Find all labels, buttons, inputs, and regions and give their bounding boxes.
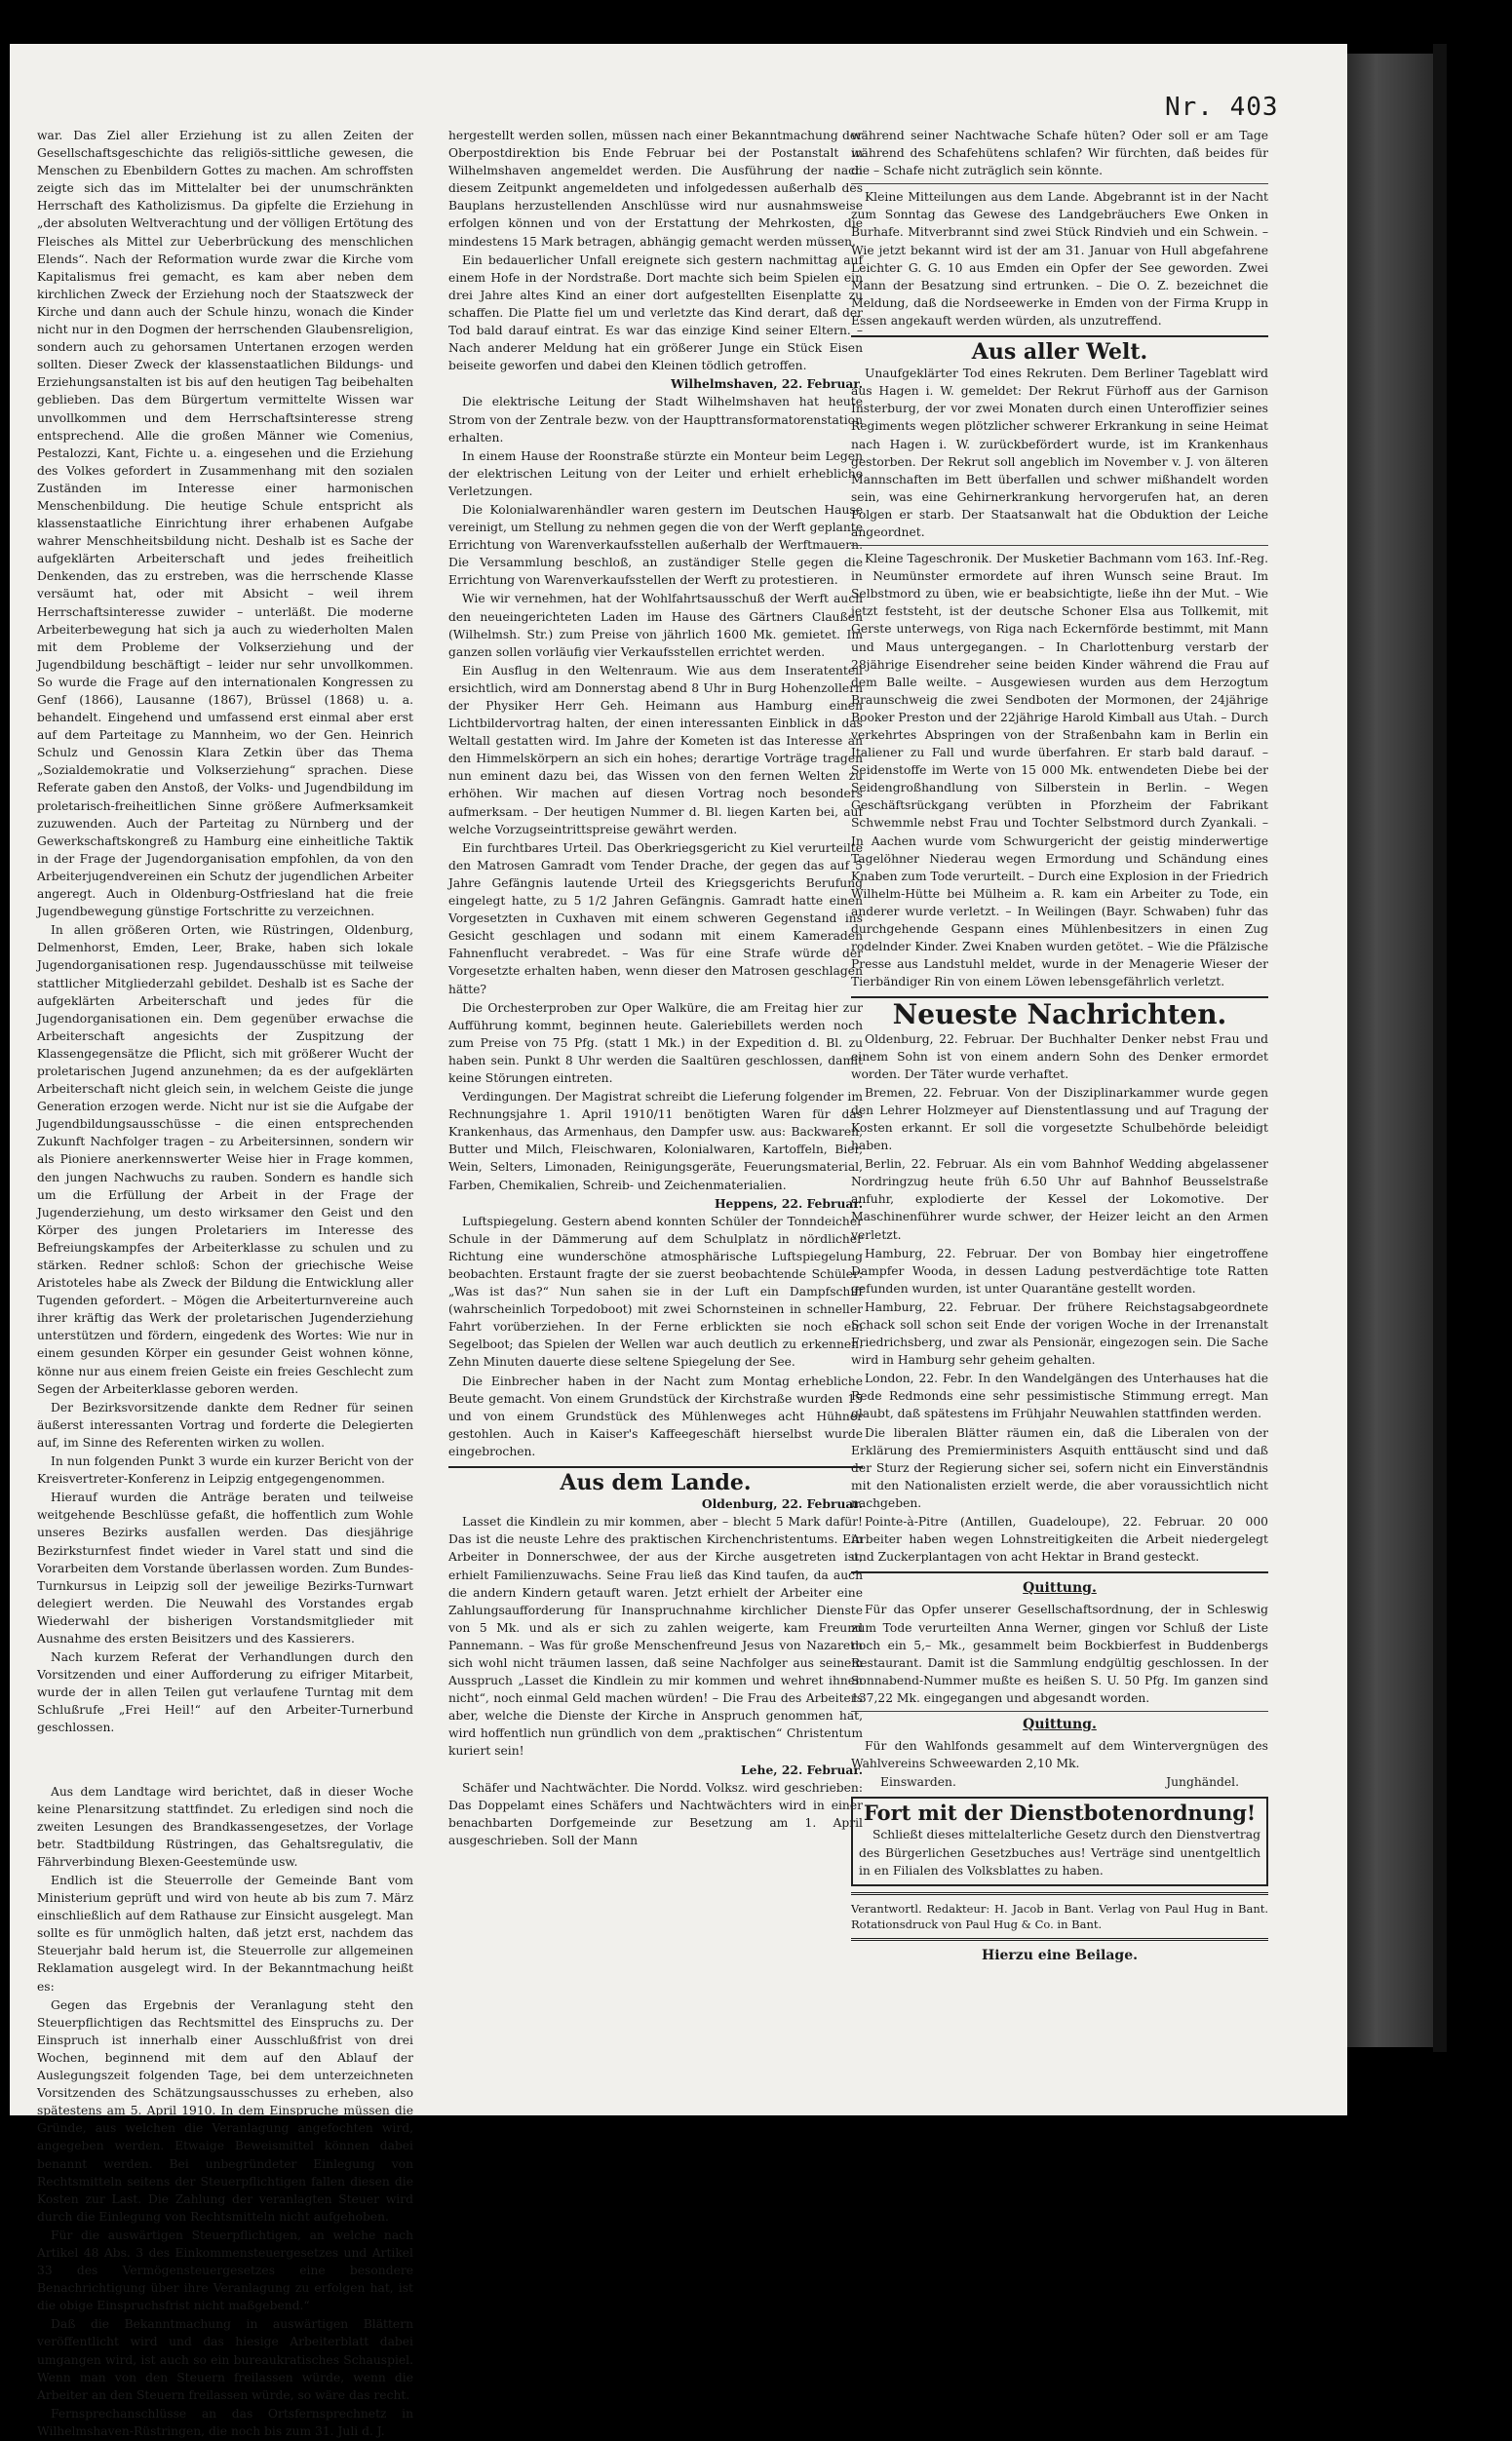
- quittung-heading: Quittung.: [1023, 1580, 1097, 1597]
- supplement-note: Hierzu eine Beilage.: [981, 1947, 1139, 1963]
- paragraph: Berlin, 22. Februar. Als ein vom Bahnhof Wedding abgelassener Nordringzug heute früh 6.50 Uhr auf Bahnhof Beusselstraße anfuhr, explodierte der Kessel der Lokomotive. Der Maschinenführer wurde schwer, der Heizer leicht an den Armen verletzt.: [851, 1157, 1268, 1242]
- quittung-heading: Quittung.: [1023, 1716, 1097, 1732]
- paragraph: Aus dem Landtage wird berichtet, daß in dieser Woche keine Plenarsitzung stattfindet. Zu erledigen sind noch die zweiten Lesungen des Brandkassengesetzes, der Vorlage betr. Stadtbildung Rüstringen, das Gehaltsregulativ, die Fährverbindung Blexen-Geestemünde usw.: [37, 1784, 413, 1869]
- signature-name: Junghändel.: [1166, 1775, 1239, 1790]
- paragraph: Nach kurzem Referat der Verhandlungen durch den Vorsitzenden und einer Aufforderung zu eifriger Mitarbeit, wurde der in allen Teilen gut verlaufene Turntag mit dem Schlußrufe „Frei Heil!“ auf den Arbeiter-Turnerbund geschlossen.: [37, 1650, 413, 1735]
- dateline: Heppens, 22. Februar.: [714, 1195, 863, 1211]
- section-heading: Neueste Nachrichten.: [892, 998, 1227, 1031]
- paragraph: In allen größeren Orten, wie Rüstringen, Oldenburg, Delmenhorst, Emden, Leer, Brake, haben sich lokale Jugendorganisationen resp. Jugendausschüsse mit teilweise stattlicher Mitgliederzahl gebildet. Deshalb ist es Sache der aufgeklärten Arbeiterschaft und jedes für die Jugendorganisationen ein. Dem gegenüber erwachse die Arbeiterschaft angesichts der Zuspitzung der Klassengegensätze die Pflicht, sich mit größerer Wucht der proletarischen Jugend anzunehmen; da es der aufgeklärten Arbeiterschaft nicht gleich sein, in welchem Geiste die junge Generation erzogen werde. Nicht nur ist sie die Aufgabe der Jugendbildungsausschüsse – die einen entsprechenden Zukunft Nachfolger tragen – zu Arbeitersinnen, sondern wir als Pioniere anerkennswerter Weise hier in Frage kommen, den jungen Nachwuchs zu rauben. Sondern es handle sich um die Erfüllung der Arbeit in der Frage der Jugenderziehung, um desto wirksamer den Geist und den Körper des jungen Proletariers im Interesse des Befreiungskampfes der Arbeiterklasse zu schulen und zu stärken. Redner schloß: Schon der griechische Weise Aristoteles habe als Zweck der Bildung die Entwicklung aller Tugenden gefordert. – Mögen die Arbeiterturnvereine auch ihrer kräftig das Werk der proletarischen Jugenderziehung unterstützen und fördern, eingedenk des Wortes: Wie nur in einem gesunden Körper ein gesunder Geist wohnen könne, könne nur aus einem freien Geiste ein freies Geschlecht zum Segen der Arbeiterklasse geboren werden.: [37, 923, 413, 1396]
- divider: [851, 545, 1268, 546]
- paragraph: Bremen, 22. Februar. Von der Disziplinarkammer wurde gegen den Lehrer Holzmeyer auf Dienstentlassung und auf Tragung der Kosten erkannt. Er soll die vorgesetzte Schulbehörde beleidigt haben.: [851, 1085, 1268, 1153]
- paragraph: Die Kolonialwarenhändler waren gestern im Deutschen Hause vereinigt, um Stellung zu nehmen gegen die von der Werft geplante Errichtung von Warenverkaufsstellen außerhalb der Werftmauern. Die Versammlung beschloß, an zuständiger Stelle gegen die Errichtung von Warenverkaufsstellen der Werft zu protestieren.: [448, 502, 863, 588]
- paragraph: Endlich ist die Steuerrolle der Gemeinde Bant vom Ministerium geprüft und wird von heute ab bis zum 7. März einschließlich auf dem Rathause zur Einsicht ausgelegt. Man sollte es für unmöglich halten, daß jetzt erst, nachdem das Steuerjahr bald herum ist, die Steuerrolle zur allgemeinen Reklamation ausgelegt wird. In der Bekanntmachung heißt es:: [37, 1874, 413, 1994]
- paragraph: Kleine Mitteilungen aus dem Lande. Abgebrannt ist in der Nacht zum Sonntag das Gewese des Landgebräuchers Ewe Onken in Burhafe. Mitverbrannt sind zwei Stück Rindvieh und ein Schwein. – Wie jetzt bekannt wird ist der am 31. Januar von Hull abgefahrene Leichter G. G. 10 aus Emden ein Opfer der See geworden. Zwei Mann der Besatzung sind ertrunken. – Die O. Z. bezeichnet die Meldung, daß die Nordseewerke in Emden von der Firma Krupp in Essen angekauft werden würden, als unzutreffend.: [851, 190, 1268, 328]
- paragraph: Hierauf wurden die Anträge beraten und teilweise weitgehende Beschlüsse gefaßt, die hoffentlich zum Wohle unseres Bezirks ausfallen werden. Das diesjährige Bezirksturnfest findet wieder in Varel statt und sind die Vorarbeiten dem Vorstande überlassen worden. Zum Bundes-Turnkursus in Leipzig soll der jeweilige Bezirks-Turnwart delegiert werden. Die Neuwahl des Vorstandes ergab Wiederwahl der bisherigen Vorstandsmitglieder mit Ausnahme des ersten Beisitzers und des Kassierers.: [37, 1491, 413, 1646]
- divider: [851, 1938, 1268, 1941]
- notice-heading: Fort mit der Dienstbotenordnung!: [863, 1801, 1257, 1826]
- paragraph: Die liberalen Blätter räumen ein, daß die Liberalen von der Erklärung des Premierministers Asquith enttäuscht sind und daß der Sturz der Regierung sicher sei, sofern nicht ein Einverständnis mit den Nationalisten erzielt werde, die aber voraussichtlich nicht nachgeben.: [851, 1425, 1268, 1510]
- paragraph: Verdingungen. Der Magistrat schreibt die Lieferung folgender im Rechnungsjahre 1. April 1910/11 benötigten Waren für das Krankenhaus, das Armenhaus, den Dampfer usw. aus: Backwaren, Butter und Milch, Fleischwaren, Kolonialwaren, Kartoffeln, Bier, Wein, Selters, Limonaden, Reinigungsgeräte, Feuerungsmaterial, Farben, Chemikalien, Schreib- und Zeichenmaterialien.: [448, 1090, 863, 1192]
- notice-box: [851, 1797, 1268, 1885]
- paragraph: Unaufgeklärter Tod eines Rekruten. Dem Berliner Tageblatt wird aus Hagen i. W. gemeldet: Der Rekrut Fürhoff aus der Garnison Insterburg, der vor zwei Monaten durch einen Unteroffizier seines Regiments wegen plötzlicher schwerer Erkrankung in seine Heimat nach Hagen i. W. zurückbefördert wurde, ist im Krankenhaus gestorben. Der Rekrut soll angeblich im November v. J. von älteren Mannschaften im Bett überfallen und schwer mißhandelt worden sein, was eine Gehirnerkrankung hervorgerufen hat, an deren Folgen er starb. Der Staatsanwalt hat die Obduktion der Leiche angeordnet.: [851, 367, 1268, 539]
- paragraph: Für die auswärtigen Steuerpflichtigen, an welche nach Artikel 48 Abs. 3 des Einkommensteuergesetzes und Artikel 33 des Vermögensteuergesetzes eine besondere Benachrichtigung über ihre Veranlagung zu erfolgen hat, ist die obige Einspruchsfrist nicht maßgebend.“: [37, 2228, 413, 2313]
- column-1: [37, 127, 413, 2441]
- column-2: [448, 127, 863, 1850]
- paragraph: Luftspiegelung. Gestern abend konnten Schüler der Tonndeicher Schule in der Dämmerung auf dem Schulplatz in nördlicher Richtung eine wunderschöne atmosphärische Luftspiegelung beobachten. Erstaunt fragte der sie zuerst beobachtende Schüler: „Was ist das?“ Nun sahen sie in der Luft ein Dampfschiff (wahrscheinlich Torpedoboot) mit zwei Schornsteinen in schneller Fahrt vorüberziehen. In der Ferne erblickten sie noch ein Segelboot; das Spielen der Wellen war auch deutlich zu erkennen. Zehn Minuten dauerte diese seltene Spiegelung der See.: [448, 1214, 863, 1370]
- paragraph: Wie wir vernehmen, hat der Wohlfahrtsausschuß der Werft auch den neueingerichteten Laden im Hause des Gärtners Claußen (Wilhelmsh. Str.) zum Preise von jährlich 1600 Mk. gemietet. Im ganzen sollen vorläufig vier Verkaufsstellen errichtet werden.: [448, 592, 863, 659]
- section-heading: Aus dem Lande.: [560, 1470, 752, 1496]
- signature-line: [851, 1773, 1268, 1791]
- binding-edge: [1433, 44, 1447, 2052]
- paragraph: Ein Ausflug in den Weltenraum. Wie aus dem Inseratenteil ersichtlich, wird am Donnerstag abend 8 Uhr in Burg Hohenzollern der Physiker Herr Geh. Heimann aus Hamburg einen Lichtbildervortrag halten, der einen interessanten Einblick in das Weltall gestatten wird. Im Jahre der Kometen ist das Interesse an den Himmelskörpern an sich ein hohes; derartige Vorträge tragen nun eminent dazu bei, das Wissen von den fernen Welten zu erhöhen. Wir machen auf diesen Vortrag noch besonders aufmerksam. – Der heutigen Nummer d. Bl. liegen Karten bei, auf welche Vorzugseintrittspreise gewährt werden.: [448, 663, 863, 836]
- paragraph: Oldenburg, 22. Februar. Der Buchhalter Denker nebst Frau und einem Sohn ist von einem andern Sohn des Denker ermordet worden. Der Täter wurde verhaftet.: [851, 1031, 1268, 1081]
- paragraph: Die elektrische Leitung der Stadt Wilhelmshaven hat heute Strom von der Zentrale bezw. von der Haupttransformatorenstation erhalten.: [448, 395, 863, 445]
- paragraph: Ein furchtbares Urteil. Das Oberkriegsgericht zu Kiel verurteilte den Matrosen Gamradt vom Tender Drache, der gegen das auf 5 Jahre Gefängnis lautende Urteil des Kriegsgerichts Berufung eingelegt hatte, zu 5 1/2 Jahren Gefängnis. Gamradt hatte einen Vorgesetzten in Cuxhaven mit einem schweren Gegenstand ins Gesicht geschlagen und sodann mit einem Kameraden Fahnenflucht verabredet. – Was für eine Strafe würde der Vorgesetzte erhalten haben, wenn dieser den Matrosen geschlagen hätte?: [448, 840, 863, 996]
- divider: [851, 1571, 1268, 1573]
- paragraph: In nun folgenden Punkt 3 wurde ein kurzer Bericht von der Kreisvertreter-Konferenz in Leipzig entgegengenommen.: [37, 1454, 413, 1487]
- column-3: [851, 127, 1268, 1964]
- divider: [851, 183, 1268, 184]
- divider: [851, 335, 1268, 337]
- paragraph: Der Bezirksvorsitzende dankte dem Redner für seinen äußerst interessanten Vortrag und forderte die Delegierten auf, im Sinne des Referenten wirken zu wollen.: [37, 1400, 413, 1450]
- paragraph: In einem Hause der Roonstraße stürzte ein Monteur beim Legen der elektrischen Leitung von der Leiter und erhielt erhebliche Verletzungen.: [448, 448, 863, 498]
- section-heading: Aus aller Welt.: [971, 339, 1148, 366]
- paragraph: hergestellt werden sollen, müssen nach einer Bekanntmachung der Oberpostdirektion bis Ende Februar bei der Postanstalt in Wilhelmshaven angemeldet werden. Die Ausführung der nach diesem Zeitpunkt angemeldeten und infolgedessen außerhalb des Bauplans herzustellenden Anschlüsse wird nur ausnahmsweise erfolgen können und von der Erstattung der Mehrkosten, die mindestens 15 Mark betragen, abhängig gemacht werden müssen.: [448, 129, 863, 249]
- paragraph: Die Orchesterproben zur Oper Walküre, die am Freitag hier zur Aufführung kommt, beginnen heute. Galeriebillets werden noch zum Preise von 75 Pfg. (statt 1 Mk.) in der Expedition d. Bl. zu haben sein. Punkt 8 Uhr werden die Saaltüren geschlossen, damit keine Störungen eintreten.: [448, 1000, 863, 1085]
- paragraph: während seiner Nachtwache Schafe hüten? Oder soll er am Tage während des Schafehütens schlafen? Wir fürchten, daß beides für die – Schafe nicht zuträglich sein könnte.: [851, 129, 1268, 178]
- spacer: [37, 1738, 413, 1783]
- paragraph: Hamburg, 22. Februar. Der von Bombay hier eingetroffene Dampfer Wooda, in dessen Ladung pestverdächtige tote Ratten gefunden wurden, ist unter Quarantäne gestellt worden.: [851, 1246, 1268, 1296]
- divider: [851, 1892, 1268, 1895]
- paragraph: Ein bedauerlicher Unfall ereignete sich gestern nachmittag auf einem Hofe in der Nordstraße. Dort machte sich beim Spielen ein drei Jahre altes Kind an einer dort aufgestellten Eisenplatte zu schaffen. Die Platte fiel um und verletzte das Kind derart, daß der Tod bald darauf eintrat. Es war das einzige Kind seiner Eltern. – Nach anderer Meldung hat ein größerer Junge ein Stück Eisen beiseite geworfen und dabei den Kleinen tödlich getroffen.: [448, 252, 863, 373]
- book-binding: [1347, 54, 1444, 2047]
- divider: [448, 1466, 863, 1468]
- paragraph: Pointe-à-Pitre (Antillen, Guadeloupe), 22. Februar. 20 000 Arbeiter haben wegen Lohnstreitigkeiten die Arbeit niedergelegt und Zuckerplantagen von acht Hektar in Brand gesteckt.: [851, 1515, 1268, 1565]
- imprint: Verantwortl. Redakteur: H. Jacob in Bant. Verlag von Paul Hug in Bant. Rotationsdruck von Paul Hug & Co. in Bant.: [851, 1901, 1268, 1931]
- signature-place: Einswarden.: [880, 1775, 956, 1790]
- dateline: Oldenburg, 22. Februar.: [701, 1496, 863, 1512]
- paragraph: Kleine Tageschronik. Der Musketier Bachmann vom 163. Inf.-Reg. in Neumünster ermordete auf ihren Wunsch seine Braut. Im Selbstmord zu üben, wie er beabsichtigte, ließe ihn der Mut. – Wie jetzt feststeht, ist der deutsche Schoner Elsa aus Tollkemit, mit Gerste unterwegs, von Riga nach Eckernförde bestimmt, mit Mann und Maus untergegangen. – In Charlottenburg verstarb der 28jährige Eisendreher seine beiden Kinder während die Frau auf dem Balle weilte. – Ausgewiesen wurden aus dem Herzogtum Braunschweig die zwei Sendboten der Mormonen, der 24jährige Booker Preston und der 22jährige Harold Kimball aus Utah. – Durch verkehrtes Abspringen von der Straßenbahn kam in Berlin ein Italiener zu Fall und wurde überfahren. Er starb bald darauf. – Seidenstoffe im Werte von 15 000 Mk. entwendeten Diebe bei der Seidengroßhandlung von Silberstein in Berlin. – Wegen Geschäftsrückgang verübten in Pforzheim der Fabrikant Schwemmle nebst Frau und Tochter Selbstmord durch Zyankali. – In Aachen wurde vom Schwurgericht der geistig minderwertige Tagelöhner Niederau wegen Ermordung und Schändung eines Knaben zum Tode verurteilt. – Durch eine Explosion in der Friedrich Wilhelm-Hütte bei Mülheim a. R. kam ein Arbeiter zu Tode, ein anderer wurde verletzt. – In Weilingen (Bayr. Schwaben) fuhr das durchgehende Gespann eines Mühlenbesitzers in einen Zug rodelnder Kinder. Zwei Knaben wurden getötet. – Wie die Pfälzische Presse aus Landstuhl meldet, wurde in der Menagerie Wieser der Tierbändiger Rin von einem Löwen lebensgefährlich verletzt.: [851, 552, 1268, 989]
- paragraph: war. Das Ziel aller Erziehung ist zu allen Zeiten der Gesellschaftsgeschichte das religiös-sittliche gewesen, die Menschen zu Ebenbildern Gottes zu machen. Am schroffsten zeigte sich das im Mittelalter bei der unumschränkten Herrschaft des Katholizismus. Da gipfelte die Erziehung in „der absoluten Weltverachtung und der völligen Ertötung des Fleisches als Mittel zur Ueberbrückung des menschlichen Elends“. Nach der Reformation wurde zwar die Kirche vom Kapitalismus frei gemacht, es kam aber neben dem kirchlichen Zweck der Erziehung noch der Staatszweck der Kirche und dann auch der Schule hinzu, wonach die Kinder nicht nur in den Dogmen der herrschenden Glaubensreligion, sondern auch zu gehorsamen Untertanen erzogen werden sollten. Dieser Zweck der klassenstaatlichen Bildungs- und Erziehungsanstalten ist bis auf den heutigen Tag beibehalten geblieben. Das dem Bürgertum vermittelte Wissen war unvollkommen und dem Herrschaftsinteresse streng entsprechend. Alle die großen Männer wie Comenius, Pestalozzi, Kant, Fichte u. a. eingesehen und die Erziehung des Volkes gefordert in Zusammenhang mit den sozialen Zuständen im Interesse einer harmonischen Menschenbildung. Die heutige Schule entspricht als klassenstaatliche Einrichtung ihrer erhabenen Aufgabe wahrer Menschheitsbildung nicht. Deshalb ist es Sache der aufgeklärten Arbeiterschaft und jedes freiheitlich Denkenden, das zu erstreben, was die herrschende Klasse versäumt hat, oder mit Absicht – weil ihrem Herrschaftsinteresse zuwider – unterläßt. Die moderne Arbeiterbewegung hat sich ja auch zu wiederholten Malen mit dem Probleme der Volkserziehung und der Jugendbildung beschäftigt – leider nur sehr unvollkommen. So wurde die Frage auf den internationalen Kongressen zu Genf (1866), Lausanne (1867), Brüssel (1868) u. a. behandelt. Eingehend und umfassend erst einmal aber erst auf dem Parteitage zu Mannheim, wo der Gen. Heinrich Schulz und Genossin Klara Zetkin über das Thema „Sozialdemokratie und Volkserziehung“ sprachen. Diese Referate gaben den Anstoß, der Volks- und Jugendbildung im proletarisch-freiheitlichen Sinne größere Aufmerksamkeit zuzuwenden. Auch der Parteitag zu Nürnberg und der Gewerkschaftskongreß zu Hamburg eine einheitliche Taktik in der Frage der Jugendorganisation empfohlen, da von den Arbeiterjugendvereinen ein Schutz der jugendlichen Arbeiter angeregt. Auch in Oldenburg-Ostfriesland hat die freie Jugendbewegung günstige Fortschritte zu verzeichnen.: [37, 129, 413, 919]
- paragraph: Für den Wahlfonds gesammelt auf dem Wintervergnügen des Wahlvereins Schweewarden 2,10 Mk.: [851, 1739, 1268, 1771]
- divider: [851, 1711, 1268, 1712]
- paragraph: Für das Opfer unserer Gesellschaftsordnung, der in Schleswig zum Tode verurteilten Anna Werner, gingen vor Schluß der Liste noch ein 5,– Mk., gesammelt beim Bockbierfest in Buddenbergs Restaurant. Damit ist die Sammlung endgültig geschlossen. In der Sonnabend-Nummer mußte es heißen S. U. 50 Pfg. Im ganzen sind 137,22 Mk. eingegangen und abgesandt worden.: [851, 1603, 1268, 1705]
- notice-text: Schließt dieses mittelalterliche Gesetz durch den Dienstvertrag des Bürgerlichen Gesetzbuches aus! Verträge sind unentgeltlich in en Filialen des Volksblattes zu haben.: [859, 1828, 1260, 1878]
- paragraph: Daß die Bekanntmachung in auswärtigen Blättern veröffentlicht wird und das hiesige Arbeiterblatt dabei umgangen wird, ist auch so ein bureaukratisches Schauspiel. Wenn man von den Steuern freilassen würde, wenn die Arbeiter an den Steuern freilassen würde, so wäre das recht.: [37, 2317, 413, 2402]
- paragraph: Hamburg, 22. Februar. Der frühere Reichstagsabgeordnete Schack soll schon seit Ende der vorigen Woche in der Irrenanstalt Friedrichsberg, und zwar als Pensionär, eingezogen sein. Die Sache wird in Hamburg sehr geheim gehalten.: [851, 1299, 1268, 1368]
- dateline: Lehe, 22. Februar.: [741, 1762, 863, 1777]
- paragraph: Schäfer und Nachtwächter. Die Nordd. Volksz. wird geschrieben: Das Doppelamt eines Schäfers und Nachtwächters wird in einer benachbarten Dorfgemeinde zur Besetzung am 1. April ausgeschrieben. Soll der Mann: [448, 1780, 863, 1847]
- page-number: Nr. 403: [1165, 93, 1279, 122]
- paragraph: Gegen das Ergebnis der Veranlagung steht den Steuerpflichtigen das Rechtsmittel des Einspruchs zu. Der Einspruch ist innerhalb einer Ausschlußfrist von drei Wochen, beginnend mit dem auf den Ablauf der Auslegungszeit folgenden Tage, bei dem unterzeichneten Vorsitzenden des Schätzungsausschusses zu erheben, also spätestens am 5. April 1910. In dem Einspruche müssen die Gründe, aus welchen die Veranlagung angefochten wird, angegeben werden. Etwaige Beweismittel können dabei benannt werden. Bei unbegründeter Einlegung von Rechtsmitteln seitens der Steuerpflichtigen fallen diesen die Kosten zur Last. Die Zahlung der veranlagten Steuer wird durch die Einlegung von Rechtsmitteln nicht aufgehoben.: [37, 1997, 413, 2224]
- paragraph: Fernsprechanschlüsse an das Ortsfernsprechnetz in Wilhelmshaven-Rüstringen, die noch bis zum 31. Juli d. J.: [37, 2406, 413, 2438]
- paragraph: Die Einbrecher haben in der Nacht zum Montag erhebliche Beute gemacht. Von einem Grundstück der Kirchstraße wurden 15 und von einem Grundstück des Mühlenweges acht Hühner gestohlen. Auch in Kaiser's Kaffeegeschäft hierselbst wurde eingebrochen.: [448, 1374, 863, 1458]
- dateline: Wilhelmshaven, 22. Februar.: [671, 376, 863, 392]
- paragraph: London, 22. Febr. In den Wandelgängen des Unterhauses hat die Rede Redmonds eine sehr pessimistische Stimmung erregt. Man glaubt, daß spätestens im Frühjahr Neuwahlen stattfinden werden.: [851, 1372, 1268, 1421]
- paragraph: Lasset die Kindlein zu mir kommen, aber – blecht 5 Mark dafür! Das ist die neuste Lehre des praktischen Kirchenchristentums. Ein Arbeiter in Donnerschwee, der aus der Kirche ausgetreten ist, erhielt Familienzuwachs. Seine Frau ließ das Kind taufen, da auch die andern Kindern getauft waren. Jetzt erhielt der Arbeiter eine Zahlungsaufforderung für Inanspruchnahme kirchlicher Dienste von 5 Mk. und als er sich zu zahlen weigerte, kam Freund Pannemann. – Was für große Menschenfreund Jesus von Nazareth sich wohl nicht träumen lassen, daß seine Nachfolger aus seinem Ausspruch „Lasset die Kindlein zu mir kommen und wehret ihnen nicht“, noch einmal Geld machen würden! – Die Frau des Arbeiters aber, welche die Dienste der Kirche in Anspruch genommen hat, wird hoffentlich nun gründlich von dem „praktischen“ Christentum kuriert sein!: [448, 1515, 863, 1759]
